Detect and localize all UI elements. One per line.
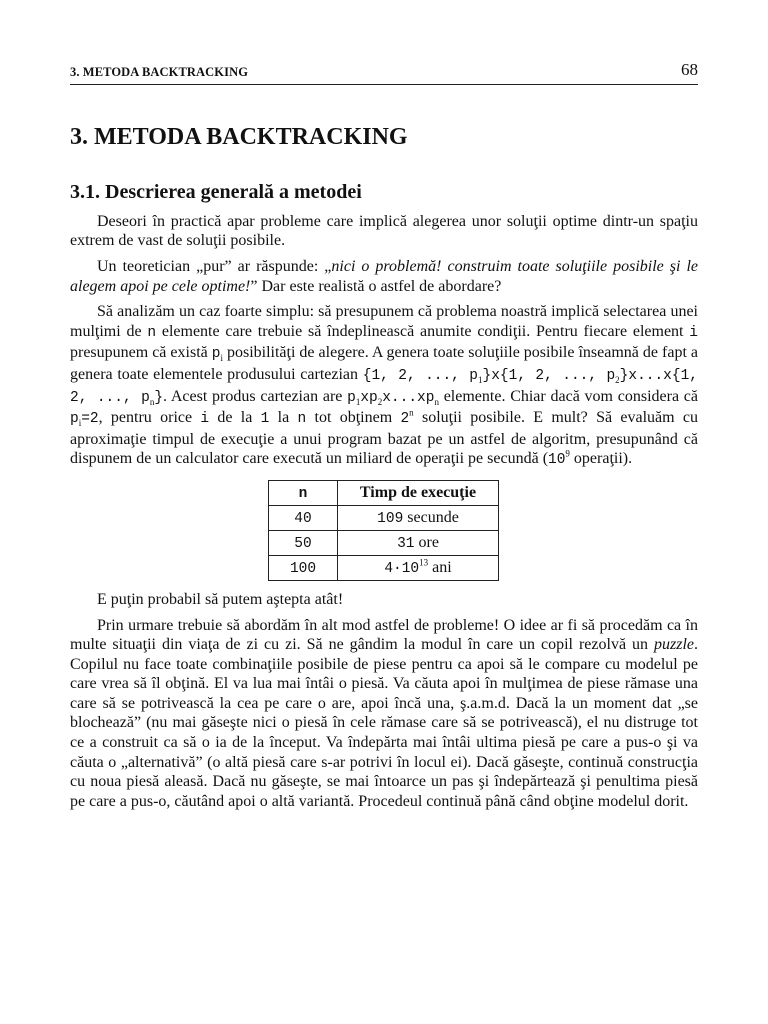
running-header xyxy=(70,60,698,85)
paragraph-5: Prin urmare trebuie să abordăm în alt mod astfel de probleme! O idee ar fi să procedăm ca în multe situaţii din viaţa de zi cu zi. Să ne gândim la modul în care un copil rezolvă un puzzle. Copilul nu face toate combinaţiile posibile de piese pentru ca apoi să le compare cu modelul pe care vrea să îl obţină. El va lua mai întâi o piesă. Va căuta apoi în mulţimea de piese rămase una care să se potrivească la cea pe care o are, apoi încă una, ş.a.m.d. Dacă la un moment dat „se blochează” (nu mai găseşte nici o piesă în cele rămase care să se potrivească), el nu distruge tot ce a construit ca să o ia de la început. Va îndepărta mai întâi ultima piesă pe care a pus-o şi va căuta o „alternativă” (o altă piesă care s-ar potrivi în locul ei). Dacă găseşte, continuă construcţia cu noua piesă aleasă. Dacă nu găseşte, se mai întoarce un pas şi îndepărtează şi penultima piesă pe care a pus-o, căutând apoi o altă variantă. Procedeul continuă până când obţine modelul dorit. xyxy=(70,616,698,810)
table-row xyxy=(269,530,499,555)
paragraph-5-italic: puzzle xyxy=(654,636,694,654)
paragraph-1: Deseori în practică apar probleme care implică alegerea unor soluţii optime dintr-un spaţiu extrem de vast de soluţii posibile. xyxy=(70,212,698,250)
table-header-n: n xyxy=(269,480,338,505)
section-title: 3.1. Descrierea generală a metodei xyxy=(70,180,362,203)
paragraph-2: Un teoretician „pur” ar răspunde: „nici o problemă! construim toate soluţiile posibile şi le alegem apoi pe cele optime!” Dar este realistă o astfel de abordare? xyxy=(70,257,698,295)
table-row xyxy=(269,555,499,580)
paragraph-3: Să analizăm un caz foarte simplu: să presupunem că problema noastră implică selectarea unei mulţimi de n elemente care trebuie să îndeplinească anumite condiţii. Pentru fiecare element i presupunem că există $p_i$ posibilităţi de alegere. A genera toate soluţiile posibile înseamnă de fapt a genera toate elementele produsului cartezian {1, 2, ..., $p_1\}x\{1$, 2, ..., $p_2\}x...x\{1$, 2, ..., $p_n$}. Acest produs cartezian are $p_1xp_2x...xp_n$ elemente. Chiar dacă vom considera că $p_i=2$, pentru orice i de la 1 la n tot obţinem 2$^n$ soluţii posibile. E mult? Să evaluăm cu aproximaţie timpul de execuţie a unui program bazat pe un astfel de algoritm, presupunând că dispunem de un calculator care execută un miliard de operaţii pe secundă ($10^9$ operaţii). xyxy=(70,303,698,469)
paragraph-2-italic: nici o problemă! construim toate soluţiile posibile şi le alegem apoi pe cele optime! xyxy=(70,257,698,295)
table-cell-n: 40 xyxy=(269,505,338,530)
page xyxy=(70,60,698,811)
table-cell-time: 109 secunde xyxy=(338,505,499,530)
table-header-time: Timp de execuţie xyxy=(338,480,499,505)
table-cell-n: 50 xyxy=(269,530,338,555)
page-number: 68 xyxy=(681,60,698,79)
table-cell-time: 31 ore xyxy=(338,530,499,555)
paragraph-4: E puţin probabil să putem aştepta atât! xyxy=(97,590,344,608)
table-cell-time: $4\cdot 10^{13}$ ani xyxy=(338,555,499,580)
execution-time-table xyxy=(268,480,499,581)
chapter-title: 3. METODA BACKTRACKING xyxy=(70,124,408,150)
table-header-row xyxy=(269,480,499,505)
table-cell-n: 100 xyxy=(269,555,338,580)
running-title: 3. METODA BACKTRACKING xyxy=(70,65,249,79)
table-row xyxy=(269,505,499,530)
